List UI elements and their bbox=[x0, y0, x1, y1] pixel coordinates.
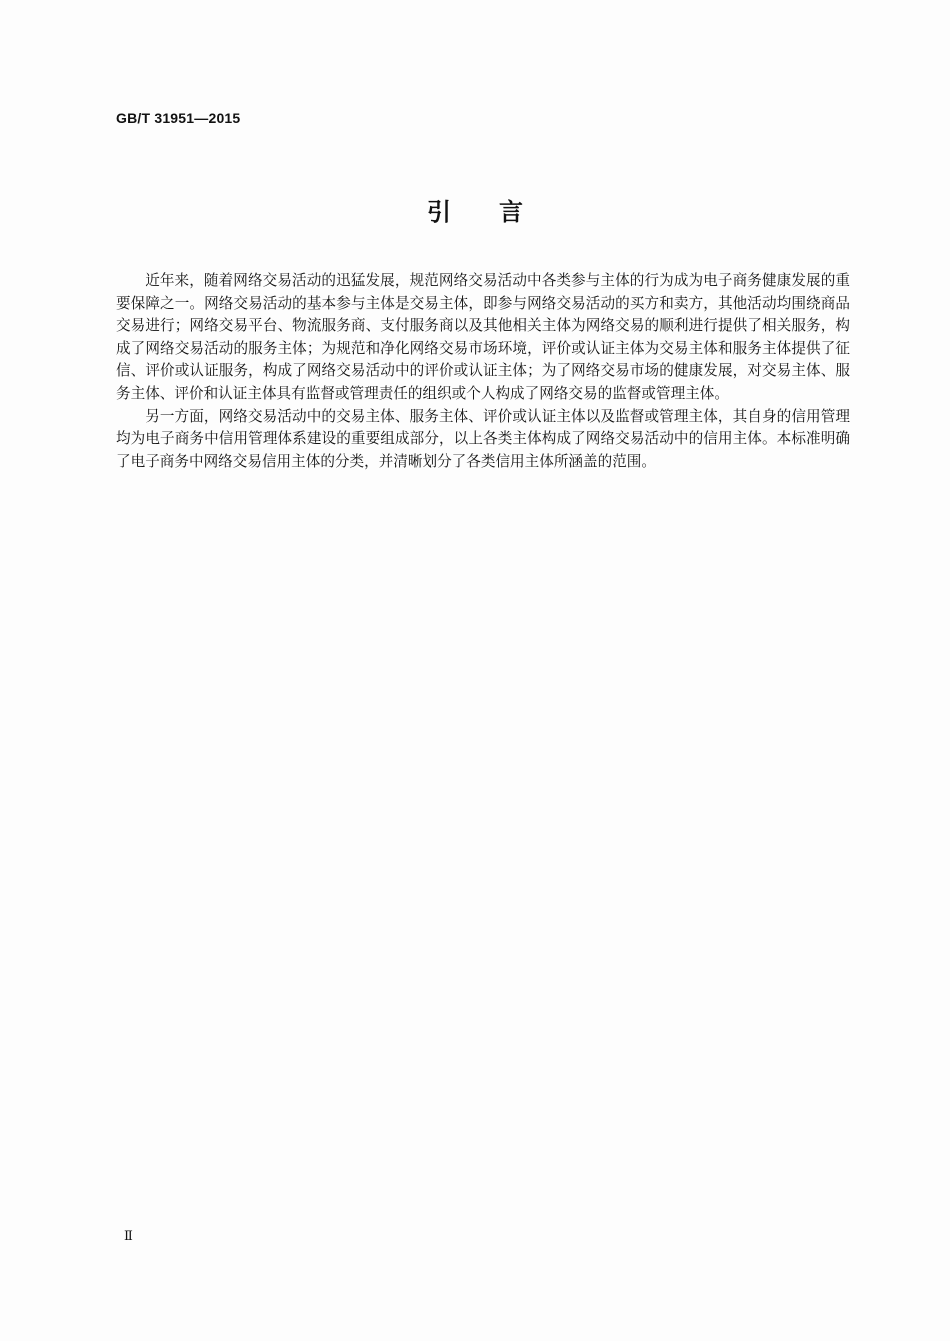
section-title: 引言 bbox=[427, 198, 571, 226]
standard-code: GB/T 31951—2015 bbox=[116, 110, 241, 126]
introduction-body bbox=[116, 270, 850, 473]
paragraph-1: 近年来，随着网络交易活动的迅猛发展，规范网络交易活动中各类参与主体的行为成为电子商务健康发展的重要保障之一。网络交易活动的基本参与主体是交易主体，即参与网络交易活动的买方和卖方，其他活动均围绕商品交易进行；网络交易平台、物流服务商、支付服务商以及其他相关主体为网络交易的顺利进行提供了相关服务，构成了网络交易活动的服务主体；为规范和净化网络交易市场环境，评价或认证主体为交易主体和服务主体提供了征信、评价或认证服务，构成了网络交易活动中的评价或认证主体；为了网络交易市场的健康发展，对交易主体、服务主体、评价和认证主体具有监督或管理责任的组织或个人构成了网络交易的监督或管理主体。 bbox=[116, 272, 850, 402]
paragraph-2: 另一方面，网络交易活动中的交易主体、服务主体、评价或认证主体以及监督或管理主体，其自身的信用管理均为电子商务中信用管理体系建设的重要组成部分，以上各类主体构成了网络交易活动中的信用主体。本标准明确了电子商务中网络交易信用主体的分类，并清晰划分了各类信用主体所涵盖的范围。 bbox=[116, 407, 850, 470]
page-number: Ⅱ bbox=[124, 1229, 133, 1244]
